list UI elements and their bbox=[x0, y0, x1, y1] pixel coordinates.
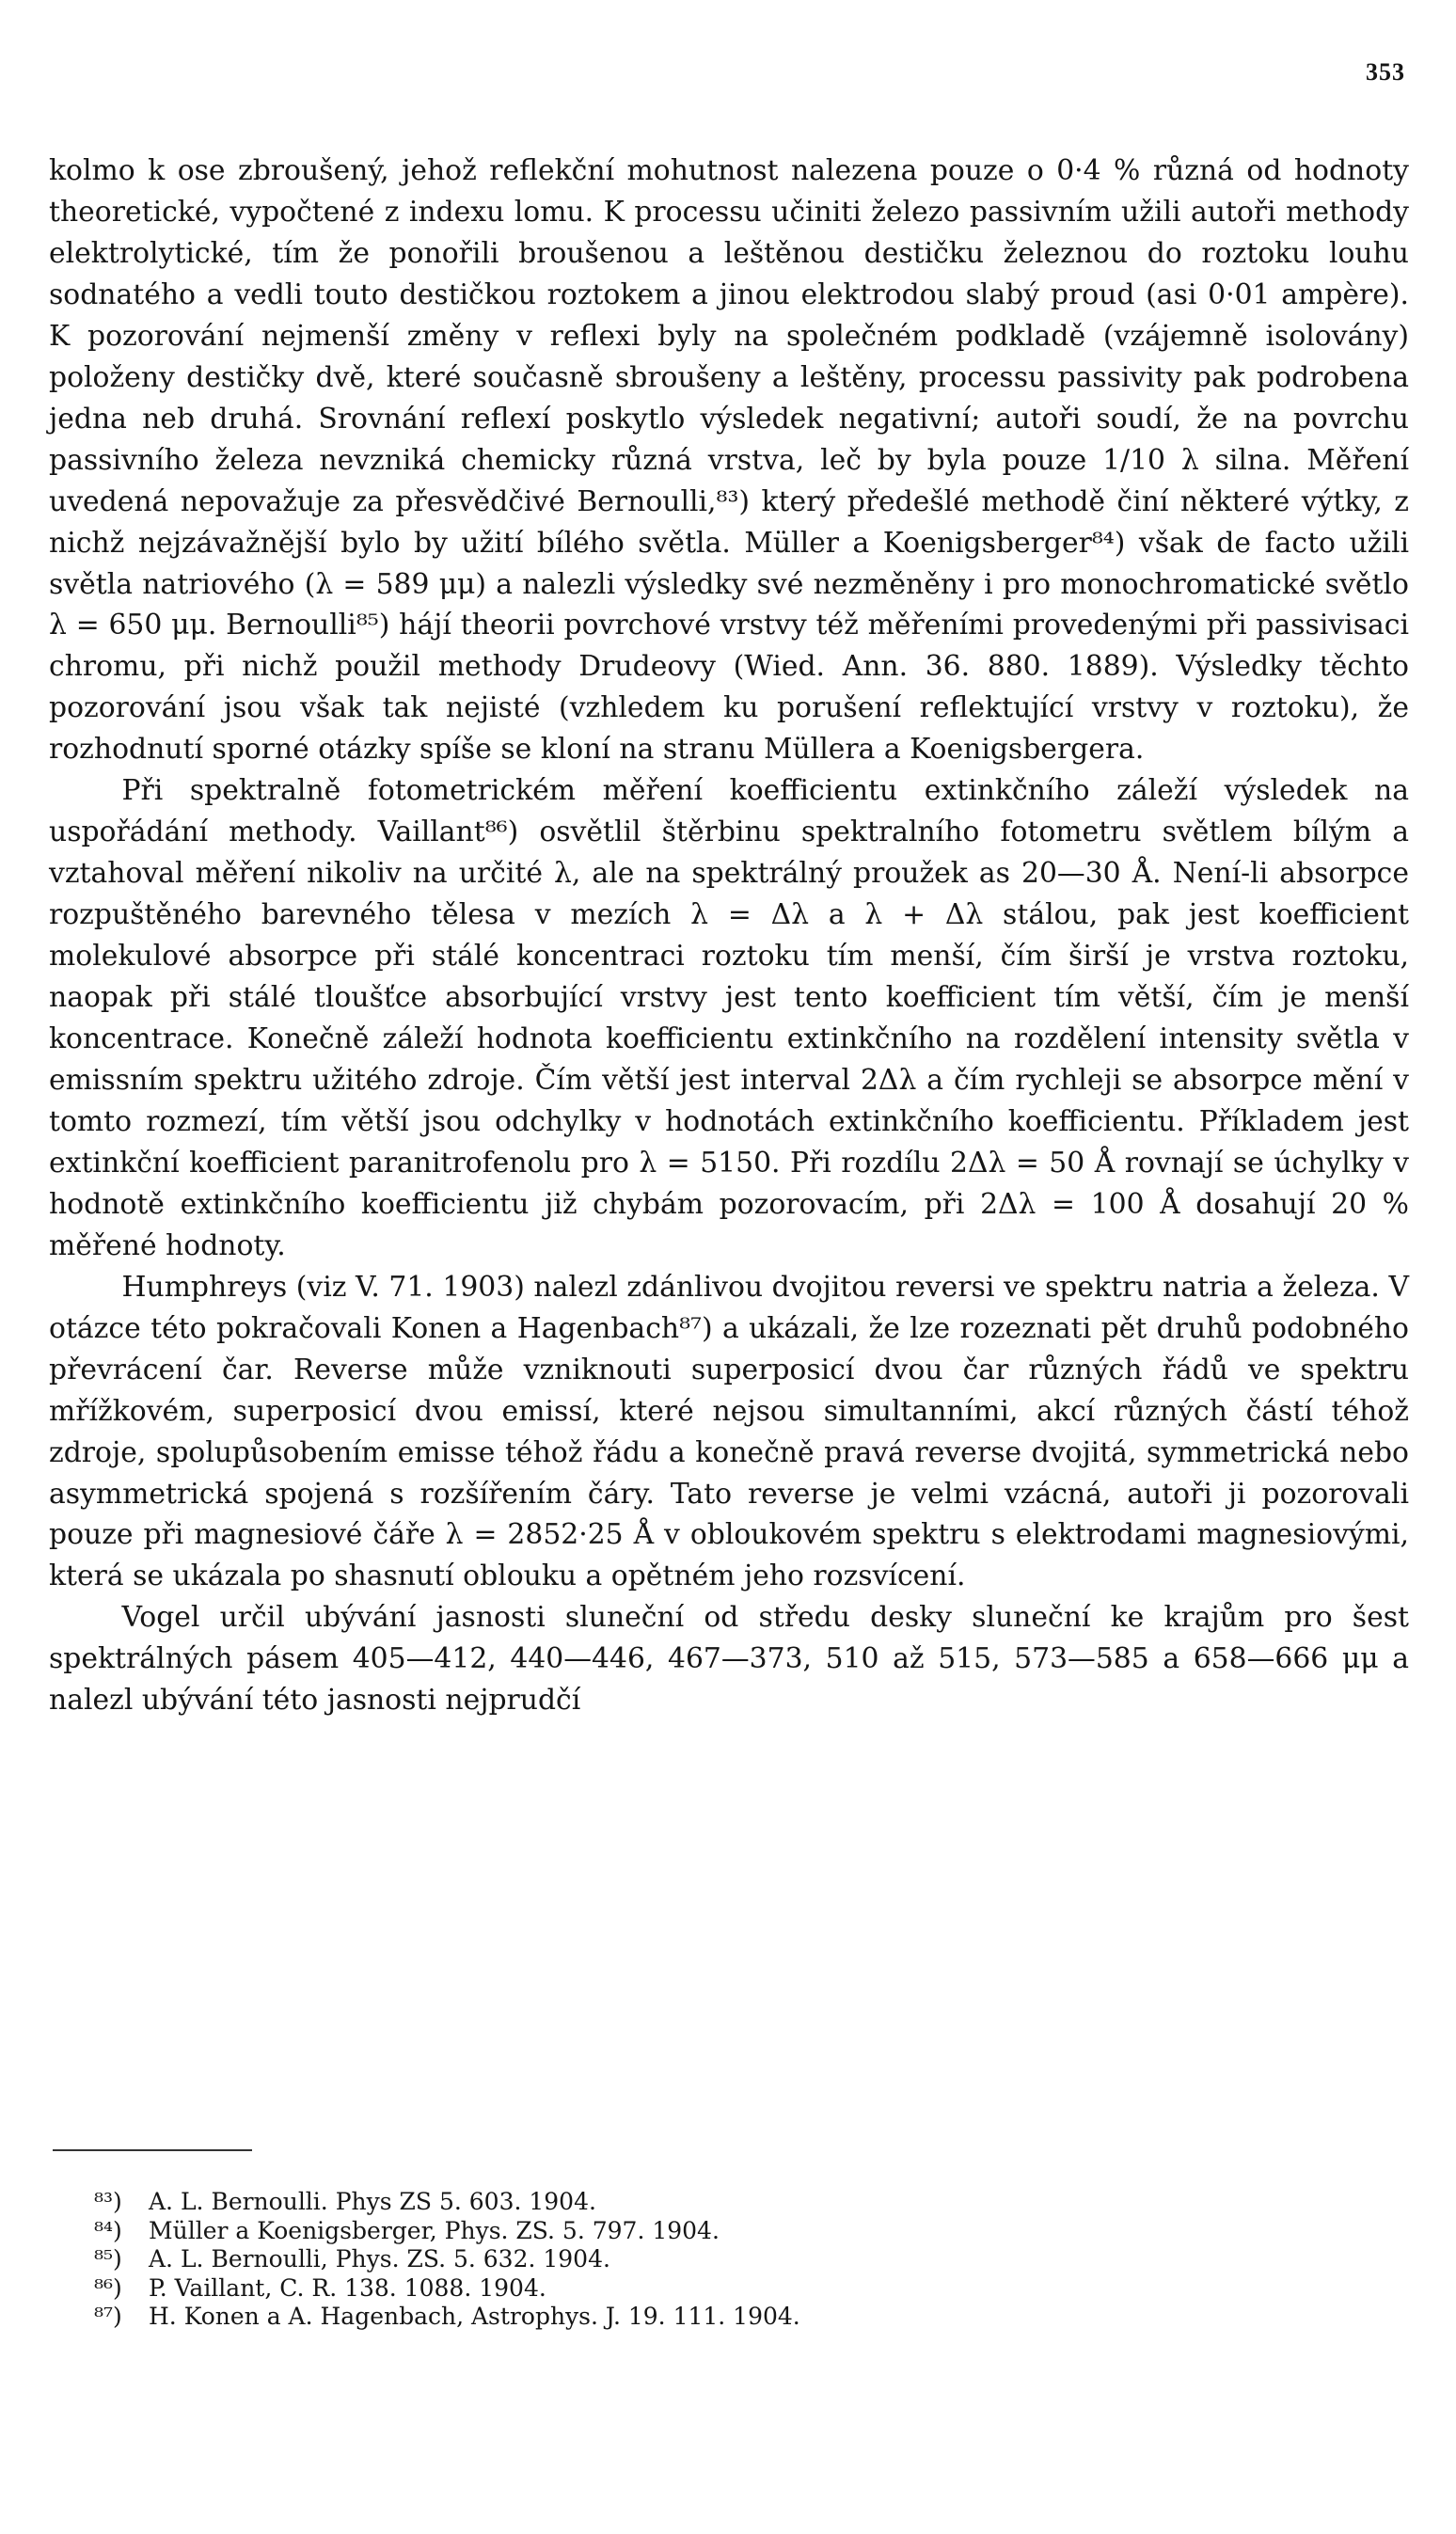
footnote-text: Müller a Koenigsberger, Phys. ZS. 5. 797. 1904. bbox=[149, 2216, 720, 2244]
body-text bbox=[49, 150, 1409, 1721]
paragraph-dvojita-reverse: Humphreys (viz V. 71. 1903) nalezl zdánlivou dvojitou reversi ve spektru natria a železa. V otázce této pokračovali Konen a Hagenbach⁸⁷) a ukázali, že lze rozeznati pět druhů podobného převrácení čar. Reverse může vzniknouti superposicí dvou čar různých řádů ve spektru mřížkovém, superposicí dvou emissí, které nejsou simultanními, akcí různých částí téhož zdroje, spolupůsobením emisse téhož řádu a konečně pravá reverse dvojitá, symmetrická nebo asymmetrická spojená s rozšířením čáry. Tato reverse je velmi vzácná, autoři ji pozorovali pouze při magnesiové čáře λ = 2852·25 Å v obloukovém spektru s elektrodami magnesiovými, která se ukázala po shasnutí oblouku a opětném jeho rozsvícení. bbox=[49, 1270, 1409, 1593]
footnote-mark: ⁸⁴) bbox=[94, 2216, 122, 2244]
footnote-87 bbox=[94, 2303, 1317, 2332]
page-number: 353 bbox=[1366, 58, 1405, 86]
paragraph-extinkcni-koefficient: Při spektralně fotometrickém měření koefficientu extinkčního záleží výsledek na uspořádání methody. Vaillant⁸⁶) osvětlil štěrbinu spektralního fotometru světlem bílým a vztahoval měření nikoliv na určité λ, ale na spektrálný proužek as 20—30 Å. Není-li absorpce rozpuštěného barevného tělesa v mezích λ = Δλ a λ + Δλ stálou, pak jest koefficient molekulové absorpce při stálé koncentraci roztoku tím menší, čím širší je vrstva roztoku, naopak při stálé tloušťce absorbující vrstvy jest tento koefficient tím větší, čím je menší koncentrace. Konečně záleží hodnota koefficientu extinkčního na rozdělení intensity světla v emissním spektru užitého zdroje. Čím větší jest interval 2Δλ a čím rychleji se absorpce mění v tomto rozmezí, tím větší jsou odchylky v hodnotách extinkčního koefficientu. Příkladem jest extinkční koefficient paranitrofenolu pro λ = 5150. Při rozdílu 2Δλ = 50 Å rovnají se úchylky v hodnotě extinkčního koefficientu již chybám pozorovacím, při 2Δλ = 100 Å dosahují 20 % měřené hodnoty. bbox=[49, 774, 1409, 1262]
footnote-text: H. Konen a A. Hagenbach, Astrophys. J. 19. 111. 1904. bbox=[149, 2303, 800, 2330]
footnote-86 bbox=[94, 2274, 1317, 2304]
footnote-mark: ⁸⁶) bbox=[94, 2273, 122, 2302]
paragraph-jasnost-slunecni: Vogel určil ubývání jasnosti sluneční od středu desky sluneční ke krajům pro šest spektrálných pásem 405—412, 440—446, 467—373, 510 až 515, 573—585 a 658—666 μμ a nalezl ubývání této jasnosti nejprudčí bbox=[49, 1601, 1409, 1718]
footnote-mark: ⁸³) bbox=[94, 2188, 122, 2215]
footnote-text: P. Vaillant, C. R. 138. 1088. 1904. bbox=[149, 2273, 546, 2302]
footnote-85 bbox=[94, 2245, 1317, 2274]
footnotes bbox=[94, 2188, 1317, 2332]
footnote-text: A. L. Bernoulli, Phys. ZS. 5. 632. 1904. bbox=[149, 2245, 610, 2273]
paragraph-reflexe-passivni-zelezo: kolmo k ose zbroušený, jehož reflekční mohutnost nalezena pouze o 0·4 % různá od hodnoty theoretické, vypočtené z indexu lomu. K processu učiniti železo passivním užili autoři methody elektrolytické, tím že ponořili broušenou a leštěnou destičku železnou do roztoku louhu sodnatého a vedli touto destičkou roztokem a jinou elektrodou slabý proud (asi 0·01 ampère). K pozorování nejmenší změny v reflexi byly na společném podkladě (vzájemně isolovány) položeny destičky dvě, které současně sbroušeny a leštěny, processu passivity pak podrobena jedna neb druhá. Srovnání reflexí poskytlo výsledek negativní; autoři soudí, že na povrchu passivního železa nevzniká chemicky různá vrstva, leč by byla pouze 1/10 λ silna. Měření uvedená nepovažuje za přesvědčivé Bernoulli,⁸³) který předešlé methodě činí některé výtky, z nichž nejzávažnější bylo by užití bílého světla. Müller a Koenigsberger⁸⁴) však de facto užili světla natriového (λ = 589 μμ) a nalezli výsledky své nezměněny i pro monochromatické světlo λ = 650 μμ. Bernoulli⁸⁵) hájí theorii povrchové vrstvy též měřeními provedenými při passivisaci chromu, při nichž použil methody Drudeovy (Wied. Ann. 36. 880. 1889). Výsledky těchto pozorování jsou však tak nejisté (vzhledem ku porušení reflektující vrstvy v roztoku), že rozhodnutí sporné otázky spíše se kloní na stranu Müllera a Koenigsbergera. bbox=[49, 154, 1409, 767]
footnote-83 bbox=[94, 2188, 1317, 2217]
footnote-divider bbox=[53, 2149, 252, 2151]
footnote-84 bbox=[94, 2217, 1317, 2246]
footnote-mark: ⁸⁵) bbox=[94, 2245, 122, 2273]
footnote-mark: ⁸⁷) bbox=[94, 2303, 122, 2330]
footnote-text: A. L. Bernoulli. Phys ZS 5. 603. 1904. bbox=[149, 2188, 596, 2215]
